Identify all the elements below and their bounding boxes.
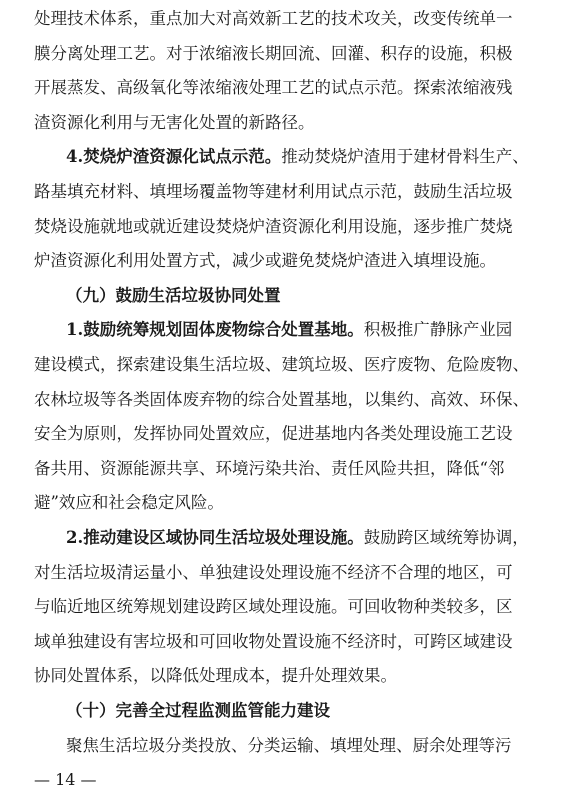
section-heading-line xyxy=(66,285,577,307)
body-line xyxy=(34,354,577,376)
page-number: — 14 — xyxy=(34,770,97,789)
section-heading-line xyxy=(66,700,577,722)
section-heading: （九）鼓励生活垃圾协同处置 xyxy=(66,285,281,305)
body-line xyxy=(34,458,577,480)
line-text: 协同处置体系，以降低处理成本，提升处理效果。 xyxy=(34,666,397,686)
body-line xyxy=(34,181,577,203)
line-text: 聚焦生活垃圾分类投放、分类运输、填埋处理、厨余处理等污 xyxy=(66,735,512,755)
line-text: 焚烧设施就地或就近建设焚烧炉渣资源化利用设施，逐步推广焚烧 xyxy=(34,216,513,236)
line-text: 农林垃圾等各类固体废弃物的综合处置基地，以集约、高效、环保、 xyxy=(34,389,529,409)
body-line xyxy=(34,423,577,445)
line-text: 炉渣资源化利用处置方式，减少或避免焚烧炉渣进入填埋设施。 xyxy=(34,251,496,271)
line-text: 避”效应和社会稳定风险。 xyxy=(34,493,224,513)
body-line xyxy=(34,389,577,411)
body-line xyxy=(34,492,577,514)
body-line xyxy=(34,665,577,687)
body-line xyxy=(34,562,577,584)
body-line xyxy=(34,596,577,618)
body-line xyxy=(34,112,577,134)
body-line xyxy=(66,735,577,757)
line-text: 建设模式，探索建设集生活垃圾、建筑垃圾、医疗废物、危险废物、 xyxy=(34,355,529,374)
line-text: 路基填充材料、填埋场覆盖物等建材利用试点示范，鼓励生活垃圾 xyxy=(34,182,513,201)
subsection-heading: 1.鼓励统筹规划固体废物综合处置基地。 xyxy=(66,320,364,340)
body-line xyxy=(34,216,577,238)
subsection-heading: 2.推动建设区域协同生活垃圾处理设施。 xyxy=(66,528,364,547)
line-text: 开展蒸发、高级氧化等浓缩液处理工艺的试点示范。探索浓缩液残 xyxy=(34,78,513,98)
body-line xyxy=(34,250,577,272)
line-text: 与临近地区统筹规划建设跨区域处理设施。可回收物种类较多，区 xyxy=(34,597,513,617)
body-line xyxy=(34,77,577,99)
line-text: 安全为原则，发挥协同处置效应，促进基地内各类处理设施工艺设 xyxy=(34,424,513,444)
line-text: 备共用、资源能源共享、环境污染共治、责任风险共担，降低“邻 xyxy=(34,458,505,478)
line-text: 域单独建设有害垃圾和可回收物处置设施不经济时，可跨区域建设 xyxy=(34,631,513,651)
line-text: 膜分离处理工艺。对于浓缩液长期回流、回灌、积存的设施，积极 xyxy=(34,43,513,63)
body-line xyxy=(34,631,577,653)
line-text: 推动焚烧炉渣用于建材骨料生产、 xyxy=(281,147,529,167)
line-text: 积极推广静脉产业园 xyxy=(363,320,513,340)
section-heading: （十）完善全过程监测监管能力建设 xyxy=(66,701,330,720)
subsection-line xyxy=(66,319,577,341)
line-text: 对生活垃圾清运量小、单独建设处理设施不经济不合理的地区，可 xyxy=(34,562,513,582)
line-text: 渣资源化利用与无害化处置的新路径。 xyxy=(34,112,315,132)
subsection-line xyxy=(66,527,577,549)
subsection-line xyxy=(66,146,577,168)
line-text: 处理技术体系，重点加大对高效新工艺的技术攻关，改变传统单一 xyxy=(34,9,513,28)
subsection-heading: 4.焚烧炉渣资源化试点示范。 xyxy=(66,147,282,167)
line-text: 鼓励跨区域统筹协调， xyxy=(363,528,529,547)
body-line xyxy=(34,8,577,30)
body-line xyxy=(34,43,577,65)
